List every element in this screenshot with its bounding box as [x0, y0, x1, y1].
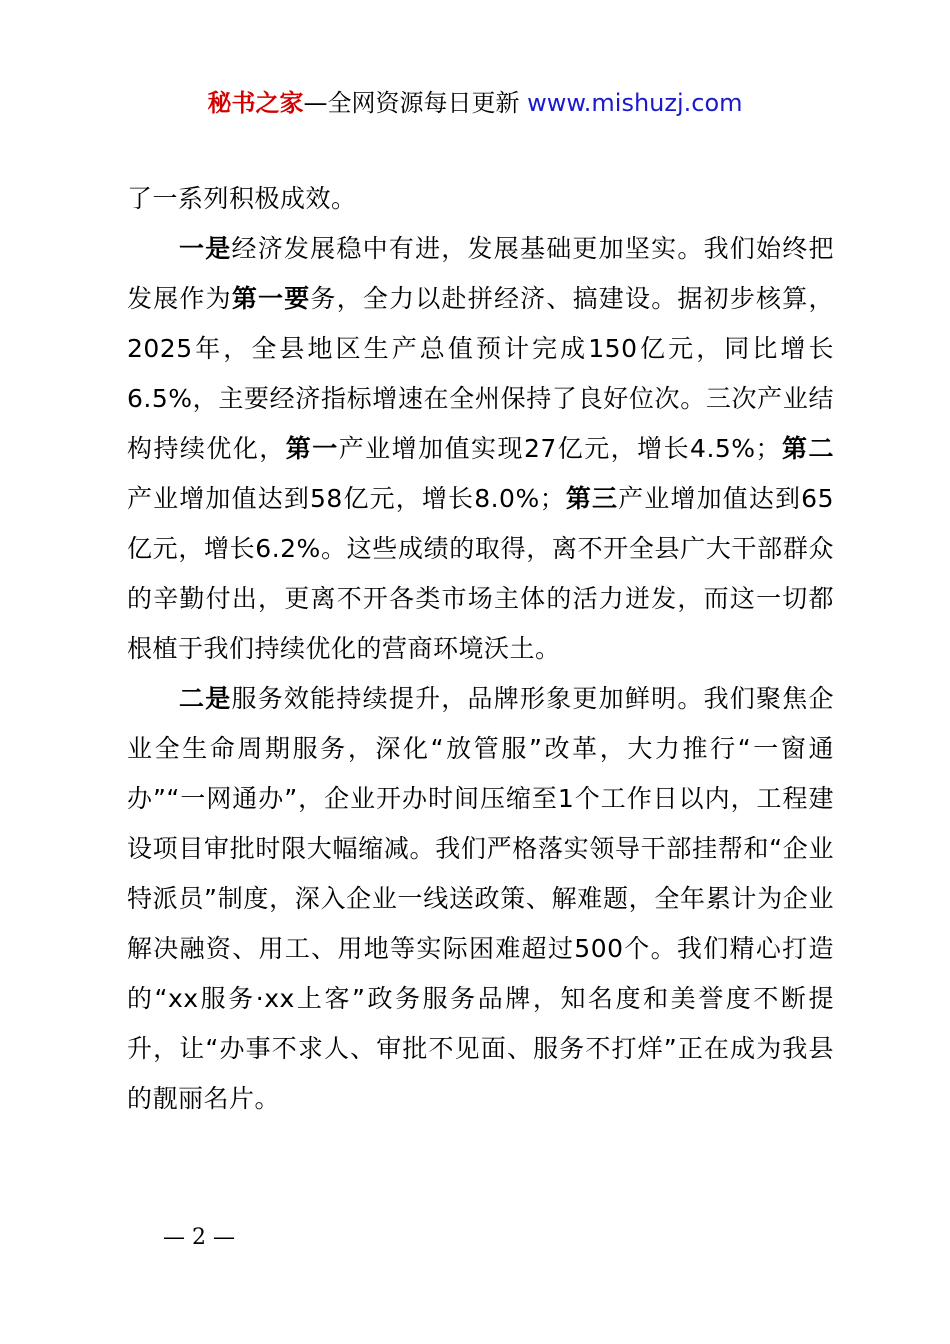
- paragraph-lead: 一是: [179, 234, 232, 263]
- paragraph-text: 产业增加值实现27亿元，增长4.5%；: [338, 434, 782, 463]
- paragraph-text: 了一系列积极成效。: [127, 184, 357, 213]
- bold-term: 第一要: [231, 284, 311, 313]
- site-url[interactable]: www.mishuzj.com: [527, 89, 743, 117]
- page-number: — 2 —: [163, 1225, 235, 1250]
- paragraph-text: 产业增加值达到58亿元，增长8.0%；: [127, 484, 566, 513]
- header-tagline: —全网资源每日更新: [303, 89, 520, 117]
- brand-name: 秘书之家: [207, 89, 304, 117]
- paragraph-text: 产业增加值达到65亿元，增长6.2%。这些成绩的取得，离不开全县广大干部群众的辛勤付出，更离不开各类市场主体的活力迸发，而这一切都根植于我们持续优化的营商环境沃土。: [127, 484, 834, 663]
- bold-term: 第二: [781, 434, 834, 463]
- paragraph-continuation: [127, 174, 834, 224]
- paragraph-text: 服务效能持续提升，品牌形象更加鲜明。我们聚焦企业全生命周期服务，深化“放管服”改革，大力推行“一窗通办”“一网通办”，企业开办时间压缩至1个工作日以内，工程建设项目审批时限大幅缩减。我们严格落实领导干部挂帮和“企业特派员”制度，深入企业一线送政策、解难题，全年累计为企业解决融资、用工、用地等实际困难超过500个。我们精心打造的“xx服务·xx上客”政务服务品牌，知名度和美誉度不断提升，让“办事不求人、审批不见面、服务不打烊”正在成为我县的靓丽名片。: [127, 684, 834, 1113]
- paragraph-service: [127, 674, 834, 1124]
- paragraph-economy: [127, 224, 834, 674]
- paragraph-text: 务，全力以赴拼经济、搞建设。据初步核算，2025年，全县地区生产总值预计完成150亿元，同比增长6.5%，主要经济指标增速在全州保持了良好位次。三次产业结构持续优化，: [127, 284, 834, 463]
- bold-term: 第三: [565, 484, 619, 513]
- site-header: [0, 86, 950, 120]
- paragraph-lead: 二是: [179, 684, 232, 713]
- paragraph-text: 经济发展稳中有进，发展基础更加坚实。我们始终把发展作为: [127, 234, 834, 313]
- bold-term: 第一: [285, 434, 339, 463]
- document-body: [127, 174, 834, 1124]
